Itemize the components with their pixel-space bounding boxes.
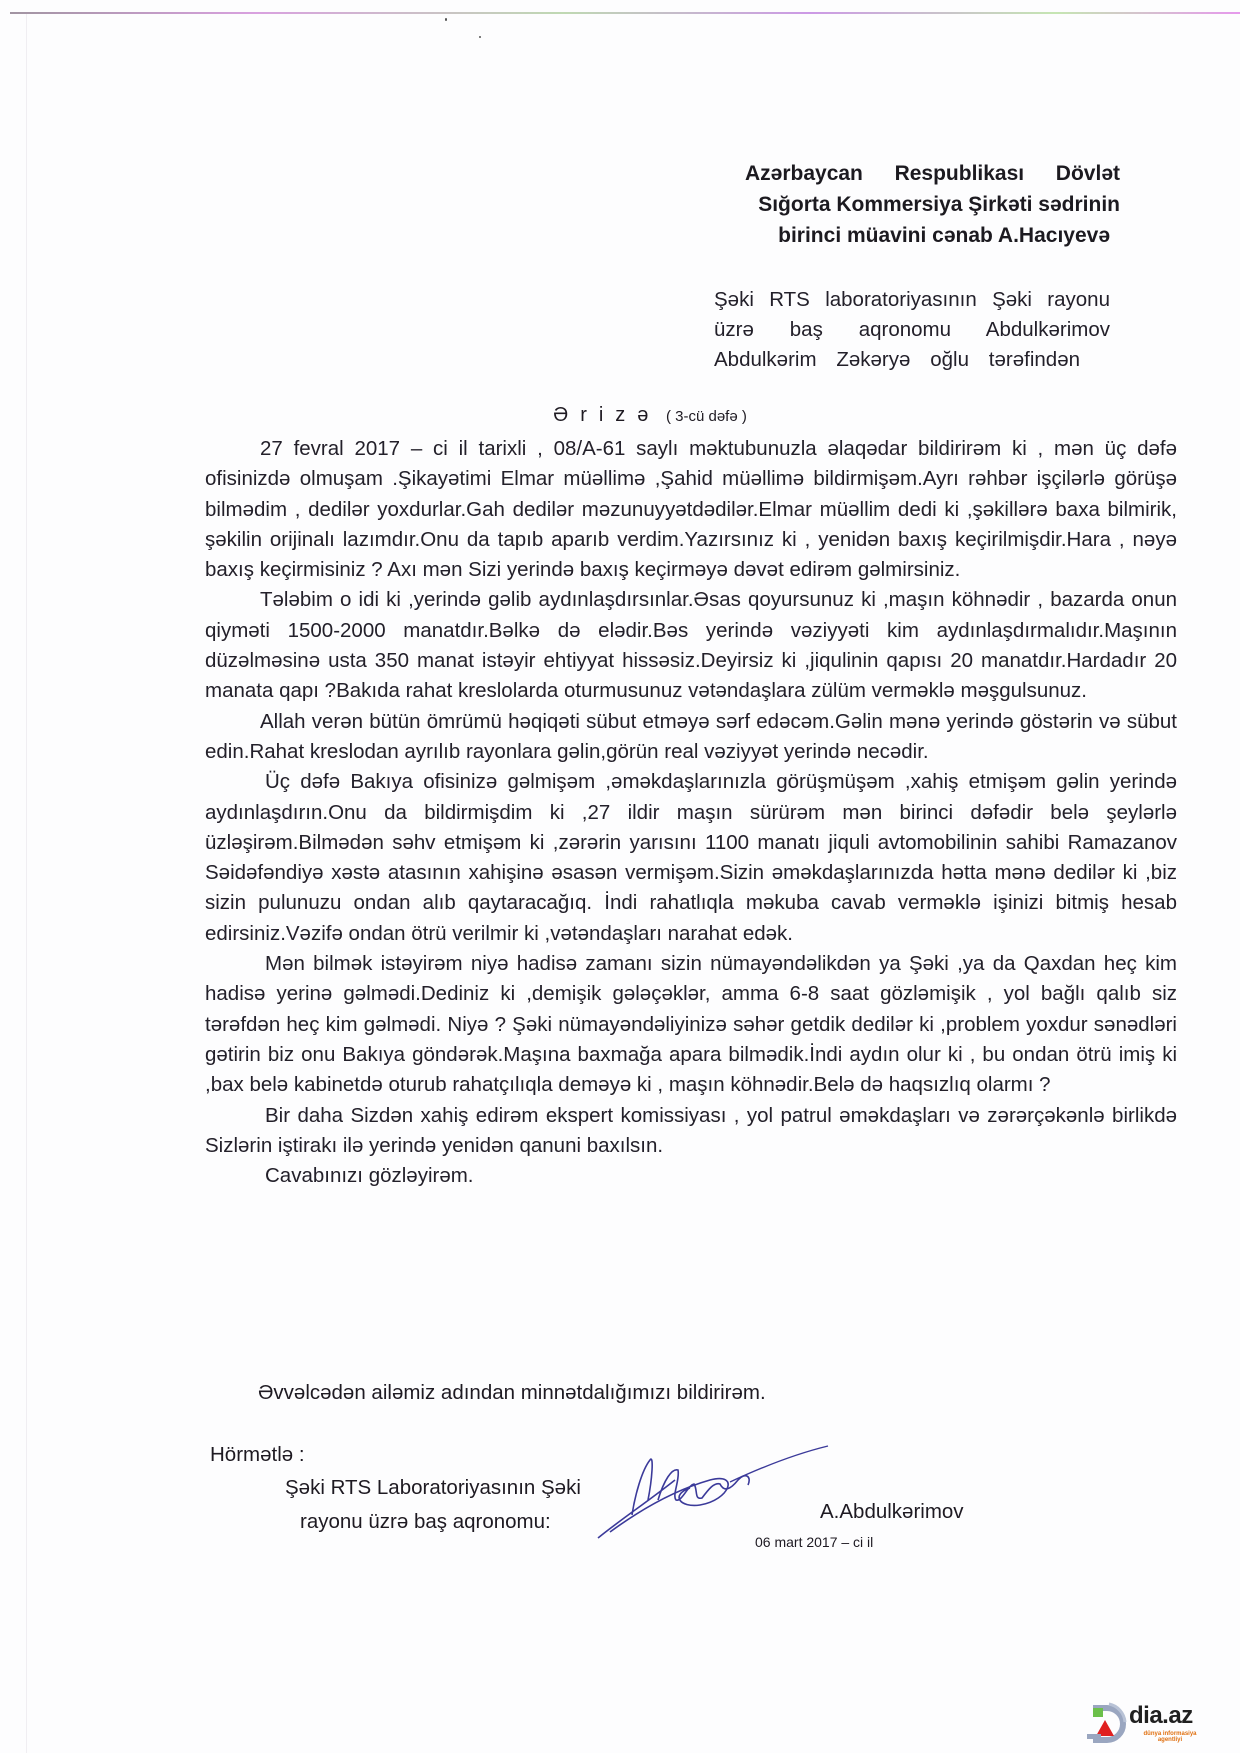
body-paragraph: Allah verən bütün ömrümü həqiqəti sübut etməyə sərf edəcəm.Gəlin mənə yerində göstərin və sübut edin.Rahat kreslodan ayrılıb rayonlara gəlin,görün real vəziyyət yerində necədir.: [205, 709, 1177, 763]
signer-position-line: Şəki RTS Laboratoriyasının Şəki: [285, 1476, 581, 1499]
letter-body: [205, 434, 1177, 1191]
scan-speck: [445, 18, 447, 21]
scan-speck: [479, 36, 481, 38]
body-paragraph: Mən bilmək istəyirəm niyə hadisə zamanı sizin nümayəndəlikdən ya Şəki ,ya da Qaxdan heç kim hadisə yerinə gəlmədi.Dediniz ki ,demişik gələçəklər, amma 6-8 saat gözləmişik , yol bağlı qalıb siz tərəfdən heç kim gəlmədi. Niyə ? Şəki nümayəndəliyinizə səhər getdik dedilər ki ,problem yoxdur sənədləri gətirin biz onu Bakıya göndərək.Maşına baxmağa apara bilmədik.İndi aydın olur ki , bu ondan ötrü imiş ki ,bax belə kabinetdə oturub rahatçılıqla deməyə ki , maşın köhnədir.Belə də haqsızlıq olarmı ?: [205, 952, 1177, 1097]
thanks-line: Əvvəlcədən ailəmiz adından minnətdalığımızı bildirirəm.: [258, 1381, 766, 1404]
scan-left-border: [26, 14, 27, 1753]
addressee-line: Sığorta Kommersiya Şirkəti sədrinin: [758, 193, 1120, 216]
sender-line: Abdulkərim Zəkəryə oğlu tərəfindən: [714, 348, 1080, 371]
watermark-tagline: dünya informasiya agentliyi: [1143, 1731, 1197, 1743]
body-paragraph: Tələbim o idi ki ,yerində gəlib aydınlaşdırsınlar.Əsas qoyursunuz ki ,maşın köhnədir , bazarda onun qiyməti 1500-2000 manatdır.Bəlkə də elədir.Bəs yerində vəziyyəti kim aydınlaşdırmalıdır.Maşının düzəlməsinə usta 350 manat istəyir ehtiyyat hissəsiz.Deyirsiz ki ,jiqulinin qapısı 20 manatdır.Hardadır 20 manata qapı ?Bakıda rahat kreslolarda oturmusunuz vətəndaşlara zülüm verməklə məşgulsunuz.: [205, 588, 1177, 703]
title-word: Ərizə: [553, 404, 661, 426]
dia-az-watermark: [1083, 1700, 1213, 1748]
signer-name: A.Abdulkərimov: [820, 1500, 964, 1523]
signature-date: 06 mart 2017 – ci il: [755, 1534, 874, 1550]
watermark-brand: dia.az: [1129, 1702, 1193, 1729]
body-paragraph: Cavabınızı gözləyirəm.: [265, 1164, 474, 1188]
body-paragraph: 27 fevral 2017 – ci il tarixli , 08/A-61 saylı məktubunuzla əlaqədar bildirirəm ki , mən üç dəfə ofisinizdə olmuşam .Şikayətimi Elmar müəllimə ,Şahid müəllimə bildirmişəm.Ayrı rəhbər işçilərlə görüşə bilmədim , dedilər yoxdurlar.Gah dedilər məzunuyyətdədilər.Elmar müəllim dedi ki ,şəkillərə baxa bilmirik, şəkilin orijinalı lazımdır.Onu da tapıb aparıb verdim.Yazırsınız ki , yenidən baxış keçirilmişdir.Hara , nəyə baxış keçirmisiniz ? Axı mən Sizi yerində baxış keçirməyə dəvət edirəm gəlmirsiniz.: [205, 437, 1177, 582]
addressee-block: [745, 158, 1120, 251]
addressee-line: birinci müavini cənab A.Hacıyevə: [778, 224, 1110, 247]
dia-az-logo-icon: [1083, 1700, 1129, 1744]
document-title: [0, 400, 1240, 432]
body-paragraph: Bir daha Sizdən xahiş edirəm ekspert komissiyası , yol patrul əməkdaşları və zərərçəkənlə birlikdə Sizlərin iştirakı ilə yerində yenidən qanuni baxılsın.: [205, 1103, 1177, 1157]
signer-position-line: rayonu üzrə baş aqronomu:: [300, 1510, 551, 1533]
sender-line: üzrə baş aqronomu Abdulkərimov: [714, 318, 1110, 341]
title-note: ( 3-cü dəfə ): [665, 408, 747, 425]
closing-greeting: Hörmətlə :: [210, 1443, 305, 1466]
sender-line: Şəki RTS laboratoriyasının Şəki rayonu: [714, 288, 1110, 311]
scan-edge-line: [10, 12, 1240, 14]
addressee-line: Azərbaycan Respublikası Dövlət: [745, 162, 1120, 185]
body-paragraph: Üç dəfə Bakıya ofisinizə gəlmişəm ,əməkdaşlarınızla görüşmüşəm ,xahiş etmişəm gəlin yerində aydınlaşdırın.Onu da bildirmişdim ki ,27 ildir maşın sürürəm mən birinci dəfədir belə şeylərlə üzləşirəm.Bilmədən səhv etmişəm ki ,zərərin yarısını 1100 manatı jiquli avtomobilinin sahibi Ramazanov Səidəfəndiyə xəstə atasının xahişinə əsasən vermişəm.Sizin əməkdaşlarınızda hətta mənə dedilər ki ,biz sizin pulunuzu ondan alıb qaytaracağıq. İndi rahatlıqla məkuba cavab verməklə işinizi bitmiş hesab edirsiniz.Vəzifə ondan ötrü verilmir ki ,vətəndaşları narahat edək.: [205, 770, 1177, 945]
sender-block: [714, 285, 1110, 375]
